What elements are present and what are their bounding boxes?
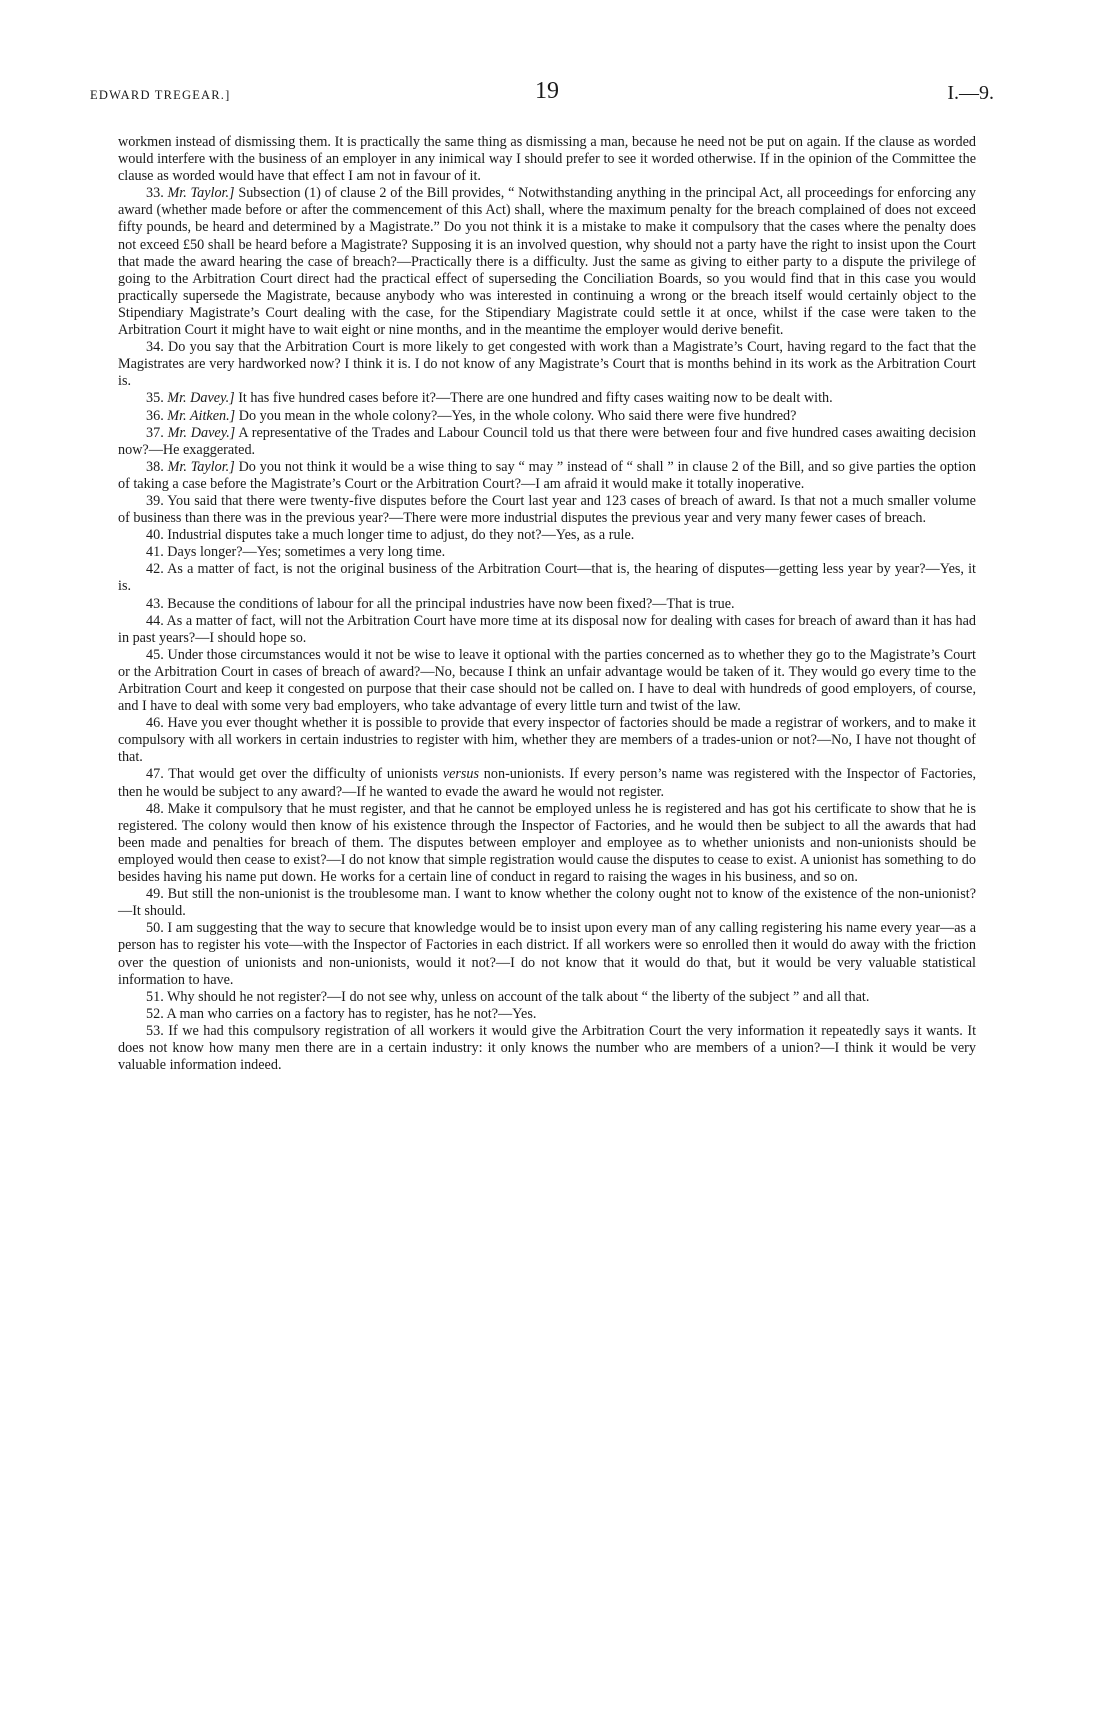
paragraph: 43. Because the conditions of labour for all the principal industries have now been fixed?—That is true. — [146, 595, 735, 612]
paragraph: 45. Under those circumstances would it not be wise to leave it optional with the parties concerned as to whether they go to the Magistrate’s Court or the Arbitration Court in cases of breach of award?—No, because I think an unfair advantage would be taken of it. They would go every time to the Arbitration Court and keep it congested on purpose that their case should not be called on. I have to deal with hundreds of good employers, of course, and I have to deal with some very bad employers, who take advantage of every little turn and twist of the law. — [118, 646, 977, 715]
document-body — [118, 134, 976, 1074]
header-witness-name: EDWARD TREGEAR.] — [90, 88, 231, 102]
paragraph: 49. But still the non-unionist is the troublesome man. I want to know whether the colony ought not to know of the existence of the non-unionist?—It should. — [118, 886, 977, 920]
paragraph: 35. Mr. Davey.] It has five hundred cases before it?—There are one hundred and fifty cases waiting now to be dealt with. — [146, 390, 833, 407]
paragraph: 52. A man who carries on a factory has to register, has he not?—Yes. — [146, 1005, 537, 1022]
paragraph: 48. Make it compulsory that he must register, and that he cannot be employed unless he is registered and has got his certificate to show that he is registered. The colony would then know of his existence through the Inspector of Factories, and he would then be subject to all the awards that had been made and penalties for breach of them. The disputes between employer and employee as to whether unionists and non-unionists should be employed would then cease to exist?—I do not know that simple registration would cause the disputes to cease to exist. A unionist has something to do besides having his name put down. He works for a certain line of conduct in regard to raising the wages in his business, and so on. — [118, 800, 976, 886]
page-number: 19 — [535, 78, 559, 104]
paragraph: 33. Mr. Taylor.] Subsection (1) of clause 2 of the Bill provides, “ Notwithstanding anything in the principal Act, all proceedings for enforcing any award (whether made before or after the commencement of this Act) shall, where the maximum penalty for the breach complained of does not exceed fifty pounds, be heard and determined by a Magistrate.” Do you not think it is a mistake to make it compulsory that the cases where the penalty does not exceed £50 shall be heard before a Magistrate? Supposing it is an involved question, why should not a party have the right to insist upon the Court that made the award hearing the case of breach?—Practically there is a difficulty. Just the same as giving to either party to a dispute the privilege of going to the Arbitration Court direct had the practical effect of superseding the Conciliation Boards, so you would find that in this case you would practically supersede the Magistrate, because anybody who was interested in continuing a wrong or the breach itself would certainly object to the Stipendiary Magistrate’s Court dealing with the case, for the Stipendiary Magistrate could settle it at once, whilst if the case were taken to the Arbitration Court it might have to wait eight or nine months, and in the meantime the employer would derive benefit. — [118, 185, 976, 339]
page-header — [90, 78, 994, 112]
paragraph: 38. Mr. Taylor.] Do you not think it would be a wise thing to say “ may ” instead of “ shall ” in clause 2 of the Bill, and so give parties the option of taking a case before the Magistrate’s Court or the Arbitration Court?—I am afraid it would make it totally inoperative. — [118, 458, 977, 492]
paragraph: 41. Days longer?—Yes; sometimes a very long time. — [146, 544, 446, 561]
paragraph: 36. Mr. Aitken.] Do you mean in the whole colony?—Yes, in the whole colony. Who said there were five hundred? — [146, 407, 797, 424]
paragraph: 46. Have you ever thought whether it is possible to provide that every inspector of factories should be made a registrar of workers, and to make it compulsory with all workers in certain industries to register with him, whether they are members of a trades-union or not?—No, I have not thought of that. — [118, 715, 976, 766]
paragraph: 40. Industrial disputes take a much longer time to adjust, do they not?—Yes, as a rule. — [146, 527, 635, 544]
paragraph: 50. I am suggesting that the way to secure that knowledge would be to insist upon every man of any calling registering his name every year—as a person has to register his vote—with the Inspector of Factories in each district. If all workers were so enrolled then it would do away with the friction over the question of unionists and non-unionists, would it not?—I do not know that it would do that, but it would be very valuable statistical information to have. — [118, 920, 977, 988]
paragraph: 53. If we had this compulsory registration of all workers it would give the Arbitration Court the very information it repeatedly says it wants. It does not know how many men there are in a certain industry: it only knows the number who are members of a union?—I think it would be very valuable information indeed. — [118, 1022, 977, 1074]
paragraph: 44. As a matter of fact, will not the Arbitration Court have more time at its disposal now for dealing with cases for breach of award than it has had in past years?—I should hope so. — [118, 612, 976, 646]
paragraph: 34. Do you say that the Arbitration Court is more likely to get congested with work than a Magistrate’s Court, having regard to the fact that the Magistrates are very hardworked now? I think it is. I do not know of any Magistrate’s Court that is months behind in its work as the Arbitration Court is. — [118, 339, 977, 390]
paper-reference: I.—9. — [947, 82, 994, 104]
paragraph: 51. Why should he not register?—I do not see why, unless on account of the talk about “ the liberty of the subject ” and all that. — [146, 988, 870, 1005]
paragraph: workmen instead of dismissing them. It is practically the same thing as dismissing a man, because he need not be put on again. If the clause as worded would interfere with the business of an employer in any inimical way I should prefer to see it worded otherwise. If in the opinion of the Committee the clause as worded would have that effect I am not in favour of it. — [118, 134, 976, 185]
document-page — [90, 78, 994, 1074]
paragraph: 42. As a matter of fact, is not the original business of the Arbitration Court—that is, the hearing of disputes—getting less year by year?—Yes, it is. — [118, 561, 976, 595]
paragraph: 39. You said that there were twenty-five disputes before the Court last year and 123 cases of breach of award. Is that not a much smaller volume of business than there was in the previous year?—There were more industrial disputes the previous year and very many fewer cases of breach. — [118, 492, 976, 527]
paragraph: 37. Mr. Davey.] A representative of the Trades and Labour Council told us that there were between four and five hundred cases awaiting decision now?—He exaggerated. — [118, 424, 977, 458]
paragraph: 47. That would get over the difficulty of unionists versus non-unionists. If every person’s name was registered with the Inspector of Factories, then he would be subject to any award?—If he wanted to evade the award he would not register. — [118, 766, 977, 800]
